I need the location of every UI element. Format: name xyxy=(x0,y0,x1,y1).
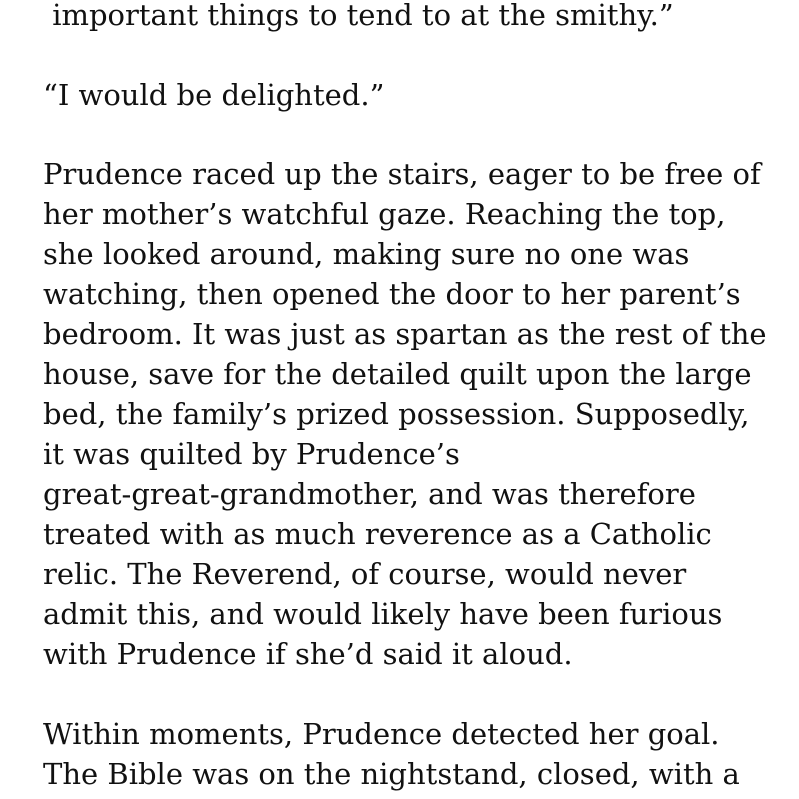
text-line: The Bible was on the nightstand, closed, with a xyxy=(43,757,740,791)
text-line: relic. The Reverend, of course, would never xyxy=(43,557,687,591)
text-line: great-great-grandmother, and was therefore xyxy=(43,477,696,511)
text-line: her mother’s watchful gaze. Reaching the top, xyxy=(43,197,726,231)
text-line: it was quilted by Prudence’s xyxy=(43,437,460,471)
text-line: “I would be delighted.” xyxy=(43,78,385,112)
text-line: she looked around, making sure no one was xyxy=(43,237,690,271)
text-line: house, save for the detailed quilt upon the large xyxy=(43,357,752,391)
text-line: bedroom. It was just as spartan as the rest of the xyxy=(43,317,767,351)
text-line: with Prudence if she’d said it aloud. xyxy=(43,637,573,671)
text-line: admit this, and would likely have been furious xyxy=(43,597,723,631)
text-line: Within moments, Prudence detected her goal. xyxy=(43,717,720,751)
text-line: bed, the family’s prized possession. Supposedly, xyxy=(43,397,750,431)
text-line: important things to tend to at the smithy.” xyxy=(43,0,674,32)
text-line: watching, then opened the door to her parent’s xyxy=(43,277,741,311)
text-line: Prudence raced up the stairs, eager to be free of xyxy=(43,157,761,191)
text-line: treated with as much reverence as a Catholic xyxy=(43,517,712,551)
